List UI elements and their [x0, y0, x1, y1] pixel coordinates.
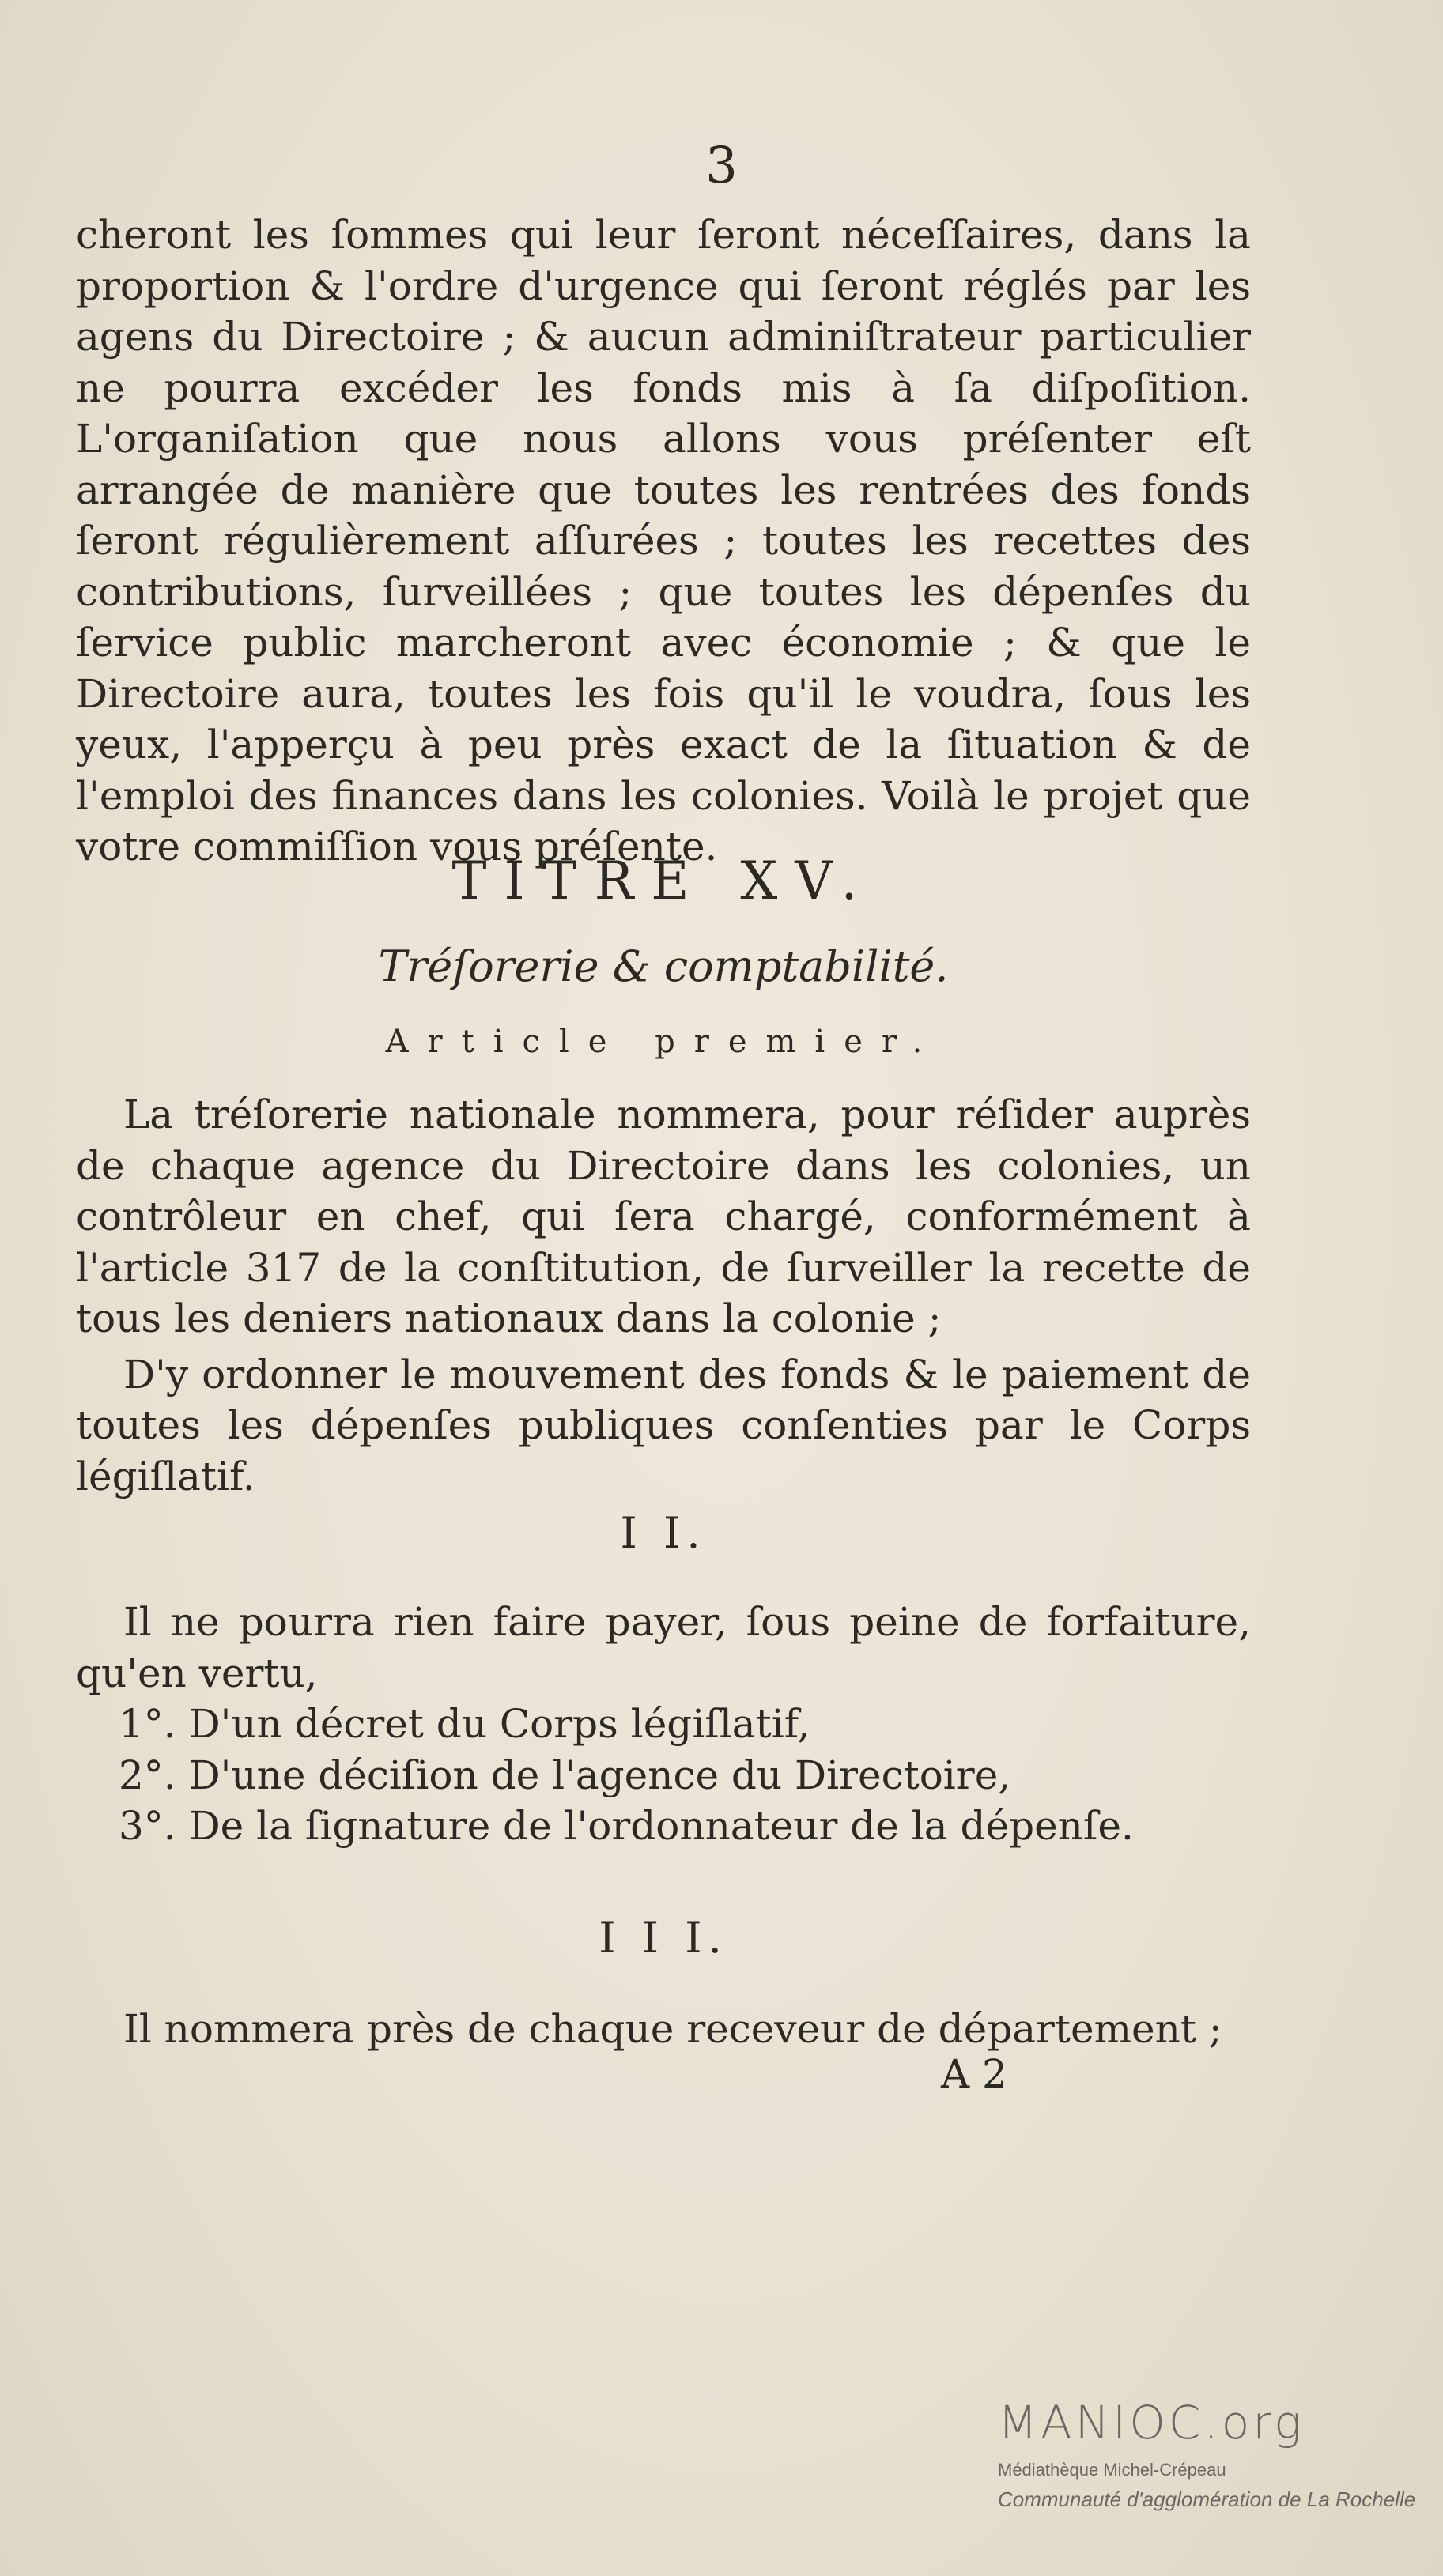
watermark-library-name: Médiathèque Michel-Crépeau — [998, 2460, 1226, 2480]
section-2-item-2: 2°. D'une déciſion de l'agence du Directoire, — [119, 1752, 1011, 1798]
page-number: 3 — [705, 137, 738, 195]
watermark-community-name: Communauté d'agglomération de La Rochelle — [998, 2487, 1416, 2511]
manioc-watermark — [998, 2395, 1425, 2515]
article-1-paragraph-1: La tréſorerie nationale nommera, pour réſider auprès de chaque agence du Directoire dans les colonies, un contrôleur en chef, qui ſera chargé, conformément à l'article 317 de la conſtitution, de ſurveiller la recette de tous les deniers nationaux dans la colonie ; — [76, 1092, 1251, 1341]
section-3-number: I I I. — [599, 1913, 728, 1963]
signature-mark: A 2 — [941, 2051, 1007, 2097]
section-3-text: Il nommera près de chaque receveur de département ; — [123, 2006, 1222, 2052]
article-heading: Article premier. — [385, 1024, 942, 1060]
section-title: TITRE XV. — [451, 850, 875, 911]
intro-paragraph-block — [76, 209, 1251, 873]
section-3-block — [76, 2004, 1251, 2055]
article-1-block — [76, 1089, 1251, 1502]
intro-paragraph: cheront les ſommes qui leur ſeront néceſſaires, dans la proportion & l'ordre d'urgence qui ſeront réglés par les agens du Directoire ; & aucun adminiſtrateur particulier ne pourra excéder les fonds mis à ſa diſpoſition. L'organiſation que nous allons vous préſenter eſt arrangée de manière que toutes les rentrées des fonds ſeront régulièrement aſſurées ; toutes les recettes des contributions, ſurveillées ; que toutes les dépenſes du ſervice public marcheront avec économie ; & que le Directoire aura, toutes les fois qu'il le voudra, ſous les yeux, l'apperçu à peu près exact de la ſituation & de l'emploi des finances dans les colonies. Voilà le projet que votre commiſſion vous préſente. — [76, 212, 1251, 869]
manioc-logo: MANIOC.org — [998, 2396, 1305, 2450]
section-2-item-1: 1°. D'un décret du Corps légiſlatif, — [119, 1701, 810, 1747]
section-2-block — [76, 1597, 1251, 1852]
article-1-paragraph-2: D'y ordonner le mouvement des fonds & le paiement de toutes les dépenſes publiques conſenties par le Corps légiſlatif. — [76, 1351, 1251, 1499]
section-2-number: I I. — [620, 1508, 707, 1558]
section-subtitle: Tréſorerie & comptabilité. — [378, 941, 949, 991]
section-2-intro: Il ne pourra rien faire payer, ſous peine de forfaiture, qu'en vertu, — [76, 1599, 1251, 1696]
section-2-item-3: 3°. De la ſignature de l'ordonnateur de la dépenſe. — [119, 1803, 1134, 1849]
